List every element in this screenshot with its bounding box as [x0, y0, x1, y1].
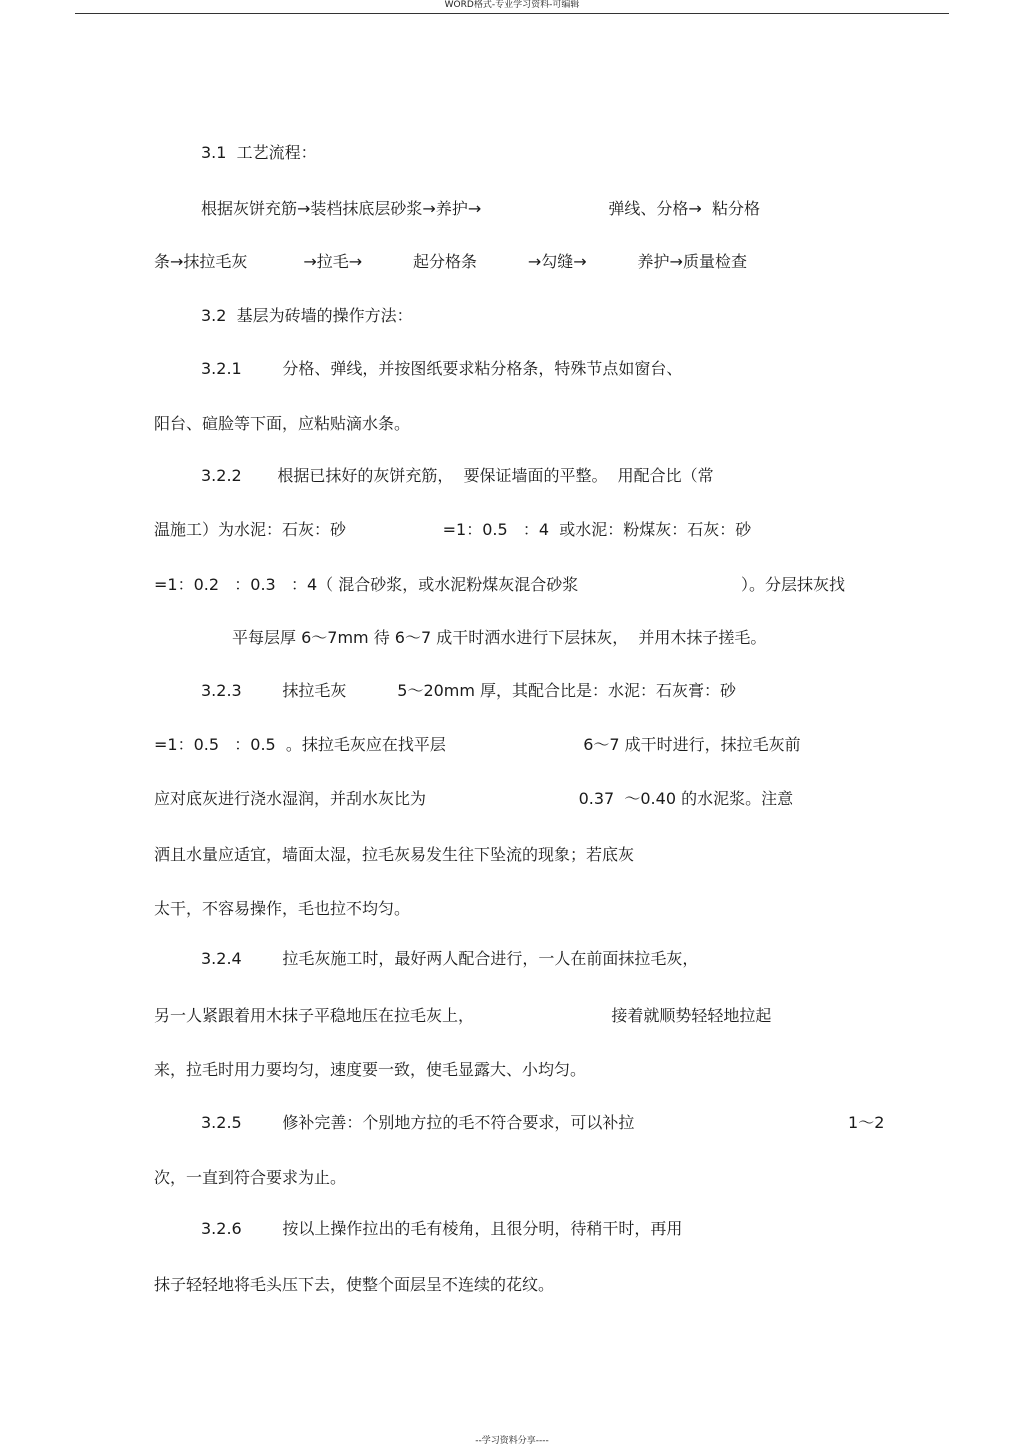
header-divider	[75, 13, 949, 14]
paragraph-line: 另一人紧跟着用木抹子平稳地压在拉毛灰上， 接着就顺势轻轻地拉起	[154, 1006, 772, 1025]
section-heading-3-2: 3.2 基层为砖墙的操作方法：	[201, 306, 413, 325]
paragraph-line: 次，一直到符合要求为止。	[154, 1168, 347, 1187]
section-heading-3-1: 3.1 工艺流程：	[201, 143, 317, 162]
paragraph-line: =1：0.2 ：0.3 ：4（ 混合砂浆，或水泥粉煤灰混合砂浆 ）。分层抹灰找	[154, 575, 846, 594]
page-footer: --学习资料分享----	[475, 1436, 549, 1446]
paragraph-line: 应对底灰进行浇水湿润，并刮水灰比为 0.37 ～0.40 的水泥浆。注意	[154, 789, 794, 808]
paragraph-line: 平每层厚 6～7mm 待 6～7 成干时洒水进行下层抹灰， 并用木抹子搓毛。	[232, 628, 767, 647]
paragraph-line: 温施工）为水泥：石灰：砂 =1：0.5 ：4 或水泥：粉煤灰：石灰：砂	[154, 520, 752, 539]
page-header: WORD格式-专业学习资料-可编辑	[444, 0, 580, 10]
paragraph-line: 3.2.6 按以上操作拉出的毛有棱角，且很分明，待稍干时，再用	[201, 1219, 683, 1238]
paragraph-line: 根据灰饼充筋→装档抹底层砂浆→养护→ 弹线、分格→ 粘分格	[201, 199, 760, 218]
paragraph-line: 来，拉毛时用力要均匀，速度要一致，使毛显露大、小均匀。	[154, 1060, 587, 1079]
paragraph-line: 条→抹拉毛灰 →拉毛→ 起分格条 →勾缝→ 养护→质量检查	[154, 252, 747, 271]
paragraph-line: 3.2.5 修补完善：个别地方拉的毛不符合要求，可以补拉 1～2	[201, 1113, 885, 1132]
paragraph-line: 洒且水量应适宜，墙面太湿，拉毛灰易发生往下坠流的现象；若底灰	[154, 845, 635, 864]
paragraph-line: 抹子轻轻地将毛头压下去，使整个面层呈不连续的花纹。	[154, 1275, 555, 1294]
paragraph-line: =1：0.5 ：0.5 。抹拉毛灰应在找平层 6～7 成干时进行，抹拉毛灰前	[154, 735, 801, 754]
paragraph-line: 阳台、碹脸等下面，应粘贴滴水条。	[154, 414, 411, 433]
paragraph-line: 太干，不容易操作，毛也拉不均匀。	[154, 899, 411, 918]
paragraph-line: 3.2.4 拉毛灰施工时，最好两人配合进行，一人在前面抹拉毛灰，	[201, 949, 699, 968]
paragraph-line: 3.2.3 抹拉毛灰 5～20mm 厚，其配合比是：水泥：石灰膏：砂	[201, 681, 737, 700]
paragraph-line: 3.2.1 分格、弹线，并按图纸要求粘分格条，特殊节点如窗台、	[201, 359, 683, 378]
paragraph-line: 3.2.2 根据已抹好的灰饼充筋， 要保证墙面的平整。 用配合比（常	[201, 466, 714, 485]
